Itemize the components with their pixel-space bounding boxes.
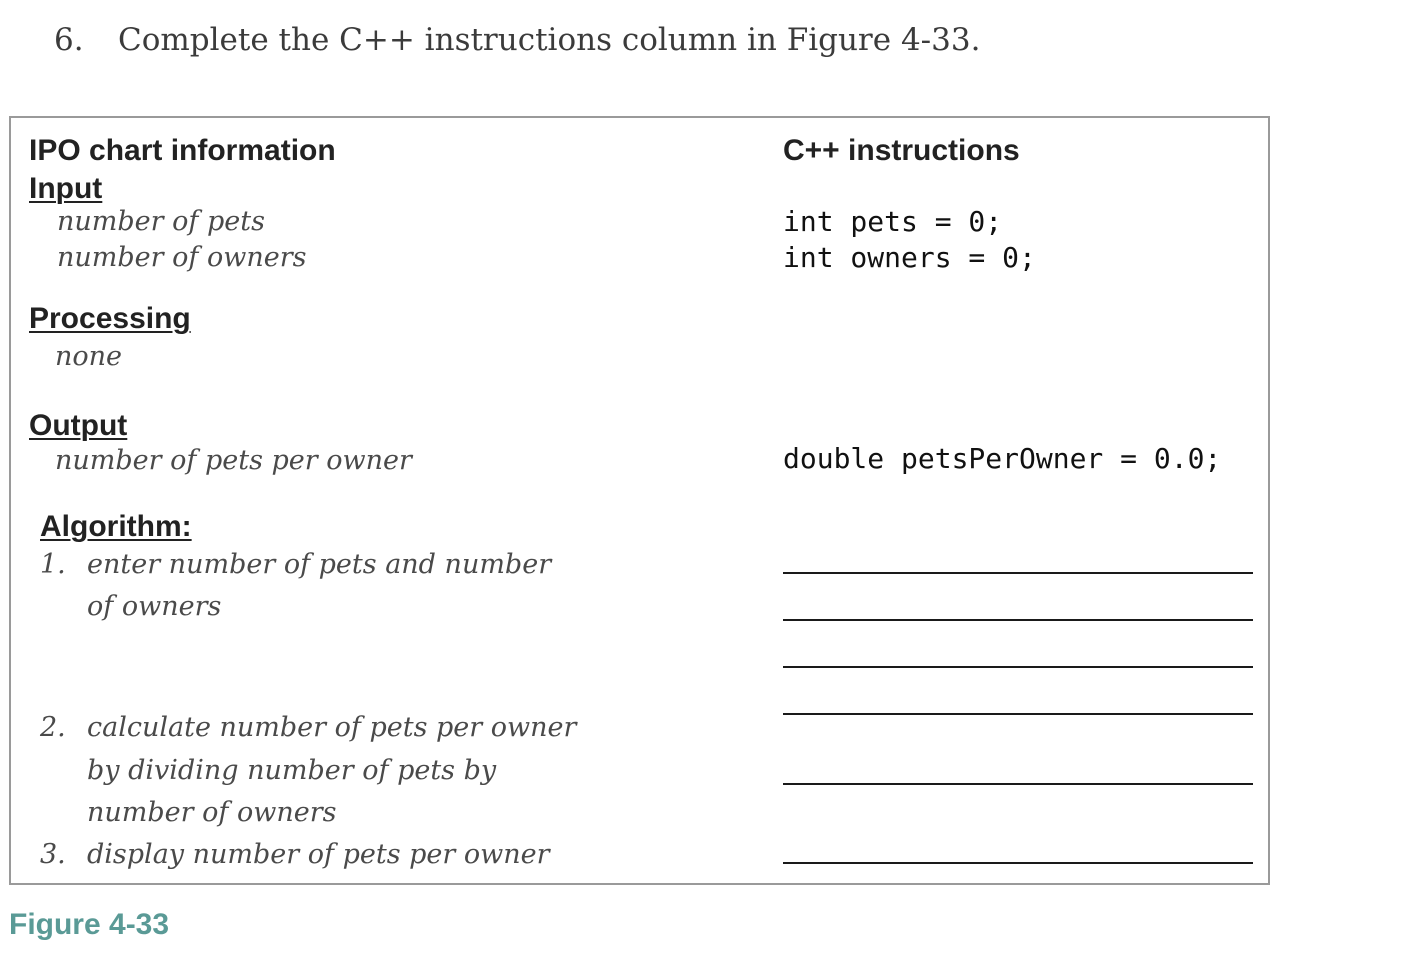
input-item: number of pets [57, 206, 265, 237]
input-code-line: int owners = 0; [783, 241, 1036, 274]
answer-blank[interactable] [783, 666, 1253, 668]
algorithm-label: Algorithm: [40, 510, 192, 543]
input-code-line: int pets = 0; [783, 205, 1003, 238]
question-text: Complete the C++ instructions column in Figure 4-33. [118, 22, 981, 58]
ipo-chart-header: IPO chart information [29, 134, 336, 167]
algorithm-step-number: 2. [40, 712, 66, 743]
output-label: Output [29, 409, 128, 442]
output-item: number of pets per owner [55, 445, 412, 476]
input-label: Input [29, 172, 103, 205]
algorithm-step-line: number of owners [87, 797, 337, 828]
algorithm-step-number: 3. [40, 839, 66, 870]
algorithm-step-line: of owners [87, 591, 222, 622]
question [54, 22, 980, 58]
question-number: 6. [54, 22, 84, 58]
figure-caption: Figure 4-33 [9, 908, 170, 941]
algorithm-step-line: by dividing number of pets by [87, 755, 497, 786]
answer-blank[interactable] [783, 783, 1253, 785]
answer-blank[interactable] [783, 572, 1253, 574]
algorithm-step-line: enter number of pets and number [87, 549, 552, 580]
algorithm-step-line: display number of pets per owner [87, 839, 550, 870]
algorithm-step-line: calculate number of pets per owner [87, 712, 577, 743]
processing-item: none [55, 341, 123, 372]
answer-blank[interactable] [783, 619, 1253, 621]
answer-blank[interactable] [783, 713, 1253, 715]
answer-blank[interactable] [783, 862, 1253, 864]
output-code-line: double petsPerOwner = 0.0; [783, 442, 1222, 475]
processing-label: Processing [29, 302, 191, 335]
cpp-instructions-header: C++ instructions [783, 134, 1020, 167]
input-item: number of owners [57, 242, 307, 273]
algorithm-step-number: 1. [40, 549, 66, 580]
